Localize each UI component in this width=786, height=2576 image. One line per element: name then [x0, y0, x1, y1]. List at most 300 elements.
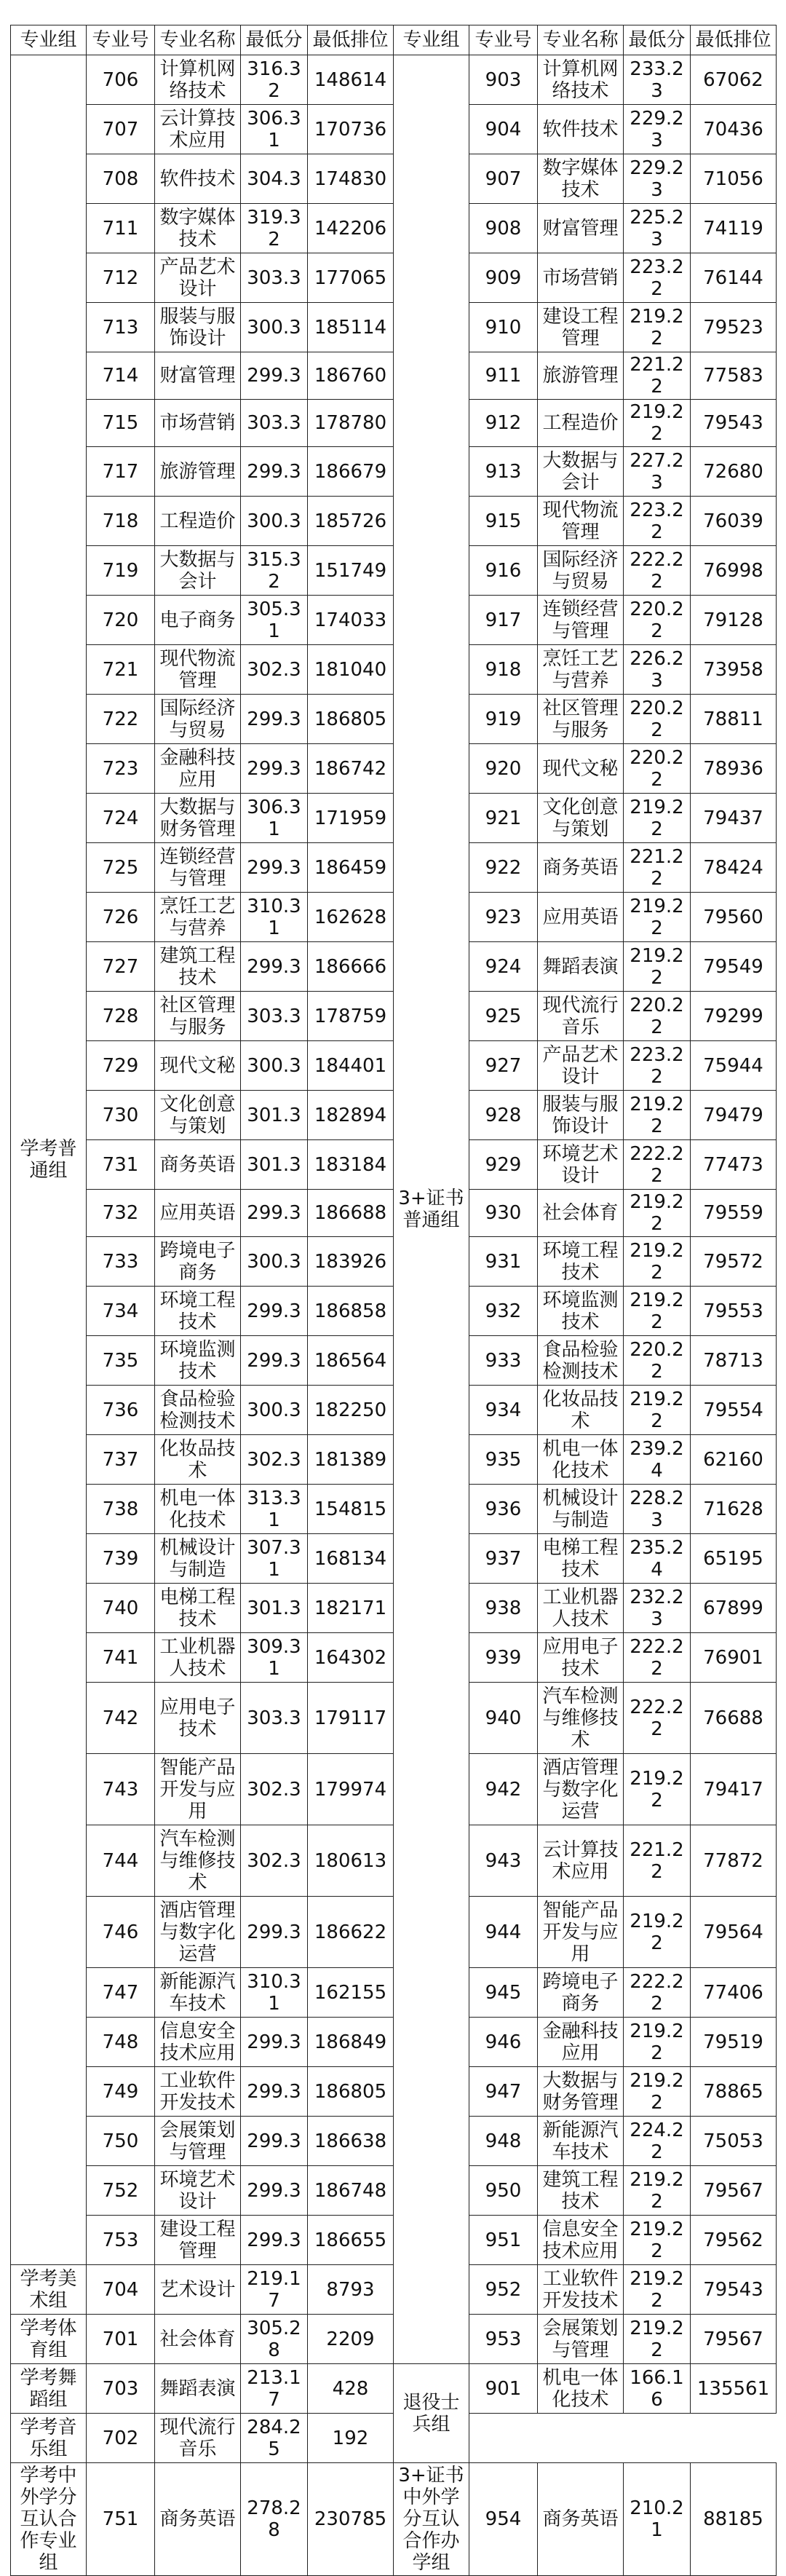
left-major-name: 食品检验检测技术 — [155, 1386, 241, 1435]
left-min-rank: 168134 — [308, 1534, 394, 1584]
table-row — [11, 2364, 777, 2414]
right-min-rank: 79554 — [691, 1386, 777, 1435]
right-min-rank: 79572 — [691, 1237, 777, 1287]
left-group-cell: 学考体育组 — [11, 2315, 87, 2364]
left-min-score: 310.31 — [241, 893, 308, 942]
right-min-rank: 79479 — [691, 1091, 777, 1140]
right-major-name: 商务英语 — [538, 843, 624, 893]
right-major-code: 943 — [469, 1825, 538, 1897]
right-major-code: 934 — [469, 1386, 538, 1435]
left-major-code: 707 — [87, 105, 155, 154]
left-major-code: 713 — [87, 303, 155, 352]
left-major-code: 720 — [87, 596, 155, 645]
left-min-score: 299.3 — [241, 1190, 308, 1237]
left-group-cell: 学考舞蹈组 — [11, 2364, 87, 2414]
right-min-score: 219.22 — [624, 1287, 691, 1336]
right-min-rank: 135561 — [691, 2364, 777, 2414]
right-min-rank: 77583 — [691, 352, 777, 400]
right-major-code: 952 — [469, 2265, 538, 2315]
right-min-score: 219.22 — [624, 2166, 691, 2216]
left-major-code: 723 — [87, 744, 155, 794]
left-min-rank: 174830 — [308, 154, 394, 204]
right-min-rank: 76039 — [691, 497, 777, 546]
left-major-name: 跨境电子商务 — [155, 1237, 241, 1287]
left-min-rank: 186622 — [308, 1897, 394, 1968]
right-min-score: 235.24 — [624, 1534, 691, 1584]
left-major-name: 服装与服饰设计 — [155, 303, 241, 352]
left-min-rank: 170736 — [308, 105, 394, 154]
right-major-name: 国际经济与贸易 — [538, 546, 624, 596]
right-min-rank: 77872 — [691, 1825, 777, 1897]
right-major-code: 931 — [469, 1237, 538, 1287]
right-min-score: 222.22 — [624, 1683, 691, 1754]
right-min-score: 221.22 — [624, 843, 691, 893]
left-major-name: 机械设计与制造 — [155, 1534, 241, 1584]
right-min-rank: 78424 — [691, 843, 777, 893]
left-min-rank: 179117 — [308, 1683, 394, 1754]
left-major-name: 软件技术 — [155, 154, 241, 204]
left-min-rank: 230785 — [308, 2463, 394, 2576]
column-header: 专业名称 — [538, 25, 624, 55]
left-min-rank: 186655 — [308, 2216, 394, 2265]
left-min-rank: 182171 — [308, 1584, 394, 1633]
right-min-score: 223.22 — [624, 253, 691, 303]
admission-score-table — [10, 25, 777, 2576]
column-header: 最低分 — [241, 25, 308, 55]
left-min-rank: 181389 — [308, 1435, 394, 1485]
left-min-score: 306.31 — [241, 105, 308, 154]
right-major-name: 环境工程技术 — [538, 1237, 624, 1287]
right-major-code: 937 — [469, 1534, 538, 1584]
right-major-code: 932 — [469, 1287, 538, 1336]
right-major-code: 944 — [469, 1897, 538, 1968]
admission-score-table-container — [10, 25, 777, 2576]
column-header: 最低排位 — [308, 25, 394, 55]
right-min-score: 222.22 — [624, 1633, 691, 1683]
right-min-rank: 75053 — [691, 2117, 777, 2166]
right-min-score: 223.22 — [624, 497, 691, 546]
left-major-code: 703 — [87, 2364, 155, 2414]
left-min-score: 299.3 — [241, 1897, 308, 1968]
right-min-score: 219.22 — [624, 1754, 691, 1825]
left-major-name: 工业软件开发技术 — [155, 2067, 241, 2117]
left-major-code: 717 — [87, 447, 155, 497]
left-min-rank: 186858 — [308, 1287, 394, 1336]
right-min-score: 220.22 — [624, 744, 691, 794]
column-header: 专业组 — [11, 25, 87, 55]
left-major-name: 旅游管理 — [155, 447, 241, 497]
left-major-code: 715 — [87, 400, 155, 447]
right-min-score: 223.22 — [624, 1041, 691, 1091]
column-header: 最低排位 — [691, 25, 777, 55]
right-min-rank: 76901 — [691, 1633, 777, 1683]
left-major-code: 738 — [87, 1485, 155, 1534]
left-major-name: 舞蹈表演 — [155, 2364, 241, 2414]
column-header: 专业名称 — [155, 25, 241, 55]
right-min-score: 166.16 — [624, 2364, 691, 2414]
right-major-name: 机电一体化技术 — [538, 1435, 624, 1485]
left-min-rank: 186805 — [308, 695, 394, 744]
right-major-name: 智能产品开发与应用 — [538, 1897, 624, 1968]
right-min-rank: 74119 — [691, 204, 777, 253]
left-min-score: 300.3 — [241, 1237, 308, 1287]
right-major-code: 909 — [469, 253, 538, 303]
left-min-score: 303.3 — [241, 1683, 308, 1754]
right-major-code: 915 — [469, 497, 538, 546]
left-major-code: 739 — [87, 1534, 155, 1584]
right-group-cell: 3+证书普通组 — [394, 55, 469, 2364]
right-min-rank: 79549 — [691, 942, 777, 992]
left-min-rank: 151749 — [308, 546, 394, 596]
right-min-score: 220.22 — [624, 1336, 691, 1386]
left-major-name: 会展策划与管理 — [155, 2117, 241, 2166]
right-major-code: 951 — [469, 2216, 538, 2265]
right-min-score: 229.23 — [624, 105, 691, 154]
left-major-name: 财富管理 — [155, 352, 241, 400]
left-min-rank: 184401 — [308, 1041, 394, 1091]
right-major-code: 942 — [469, 1754, 538, 1825]
left-min-rank: 428 — [308, 2364, 394, 2414]
right-min-rank: 70436 — [691, 105, 777, 154]
left-min-rank: 8793 — [308, 2265, 394, 2315]
right-major-code: 919 — [469, 695, 538, 744]
right-min-rank: 78936 — [691, 744, 777, 794]
right-major-code: 908 — [469, 204, 538, 253]
right-major-name: 环境艺术设计 — [538, 1140, 624, 1190]
right-major-name: 现代物流管理 — [538, 497, 624, 546]
right-min-rank: 76144 — [691, 253, 777, 303]
right-min-rank: 88185 — [691, 2463, 777, 2576]
left-min-score: 299.3 — [241, 2018, 308, 2067]
right-major-name: 现代文秘 — [538, 744, 624, 794]
left-major-code: 733 — [87, 1237, 155, 1287]
right-major-code: 904 — [469, 105, 538, 154]
left-major-code: 736 — [87, 1386, 155, 1435]
left-major-code: 729 — [87, 1041, 155, 1091]
right-min-rank: 67899 — [691, 1584, 777, 1633]
left-major-code: 752 — [87, 2166, 155, 2216]
right-major-name: 云计算技术应用 — [538, 1825, 624, 1897]
right-min-rank: 79299 — [691, 992, 777, 1041]
right-min-score: 219.22 — [624, 942, 691, 992]
right-major-name: 财富管理 — [538, 204, 624, 253]
left-min-score: 299.3 — [241, 2216, 308, 2265]
left-min-score: 301.3 — [241, 1584, 308, 1633]
right-major-code: 925 — [469, 992, 538, 1041]
right-major-code: 911 — [469, 352, 538, 400]
left-major-name: 建设工程管理 — [155, 2216, 241, 2265]
left-min-rank: 186638 — [308, 2117, 394, 2166]
right-min-score: 219.22 — [624, 400, 691, 447]
right-major-name: 服装与服饰设计 — [538, 1091, 624, 1140]
left-min-score: 313.31 — [241, 1485, 308, 1534]
left-min-rank: 2209 — [308, 2315, 394, 2364]
left-min-score: 213.17 — [241, 2364, 308, 2414]
left-major-name: 艺术设计 — [155, 2265, 241, 2315]
right-min-score: 220.22 — [624, 992, 691, 1041]
right-major-name: 酒店管理与数字化运营 — [538, 1754, 624, 1825]
right-major-code: 930 — [469, 1190, 538, 1237]
right-min-score: 219.22 — [624, 2018, 691, 2067]
empty-cell — [469, 2414, 777, 2463]
right-min-score: 219.22 — [624, 1237, 691, 1287]
left-min-score: 284.25 — [241, 2414, 308, 2463]
left-min-score: 303.3 — [241, 992, 308, 1041]
left-major-code: 714 — [87, 352, 155, 400]
left-min-rank: 154815 — [308, 1485, 394, 1534]
right-major-code: 922 — [469, 843, 538, 893]
left-major-name: 工业机器人技术 — [155, 1633, 241, 1683]
right-major-name: 大数据与会计 — [538, 447, 624, 497]
left-min-score: 310.31 — [241, 1968, 308, 2018]
right-major-name: 市场营销 — [538, 253, 624, 303]
left-major-name: 现代流行音乐 — [155, 2414, 241, 2463]
left-major-name: 环境工程技术 — [155, 1287, 241, 1336]
right-major-code: 945 — [469, 1968, 538, 2018]
left-major-name: 市场营销 — [155, 400, 241, 447]
right-major-name: 信息安全技术应用 — [538, 2216, 624, 2265]
left-major-code: 742 — [87, 1683, 155, 1754]
left-major-name: 现代文秘 — [155, 1041, 241, 1091]
left-major-name: 工程造价 — [155, 497, 241, 546]
left-min-score: 299.3 — [241, 942, 308, 992]
right-major-code: 940 — [469, 1683, 538, 1754]
left-major-code: 701 — [87, 2315, 155, 2364]
left-major-code: 749 — [87, 2067, 155, 2117]
left-min-score: 302.3 — [241, 645, 308, 695]
right-major-name: 商务英语 — [538, 2463, 624, 2576]
right-major-code: 912 — [469, 400, 538, 447]
right-major-code: 946 — [469, 2018, 538, 2067]
left-min-score: 299.3 — [241, 447, 308, 497]
left-min-rank: 186459 — [308, 843, 394, 893]
right-min-score: 219.22 — [624, 1091, 691, 1140]
right-min-rank: 76688 — [691, 1683, 777, 1754]
left-major-name: 新能源汽车技术 — [155, 1968, 241, 2018]
right-min-score: 219.22 — [624, 2216, 691, 2265]
left-min-score: 278.28 — [241, 2463, 308, 2576]
right-major-code: 901 — [469, 2364, 538, 2414]
right-major-name: 文化创意与策划 — [538, 794, 624, 843]
left-min-score: 300.3 — [241, 497, 308, 546]
right-min-rank: 79562 — [691, 2216, 777, 2265]
right-min-score: 227.23 — [624, 447, 691, 497]
left-major-name: 连锁经营与管理 — [155, 843, 241, 893]
right-min-rank: 77406 — [691, 1968, 777, 2018]
left-major-code: 704 — [87, 2265, 155, 2315]
left-min-rank: 179974 — [308, 1754, 394, 1825]
left-major-code: 719 — [87, 546, 155, 596]
left-min-score: 302.3 — [241, 1825, 308, 1897]
right-major-name: 应用电子技术 — [538, 1633, 624, 1683]
left-group-cell: 学考普通组 — [11, 55, 87, 2265]
left-min-score: 301.3 — [241, 1091, 308, 1140]
right-min-score: 219.22 — [624, 303, 691, 352]
right-min-score: 219.22 — [624, 1386, 691, 1435]
left-min-score: 300.3 — [241, 303, 308, 352]
left-major-name: 环境艺术设计 — [155, 2166, 241, 2216]
left-min-rank: 178780 — [308, 400, 394, 447]
right-min-score: 239.24 — [624, 1435, 691, 1485]
left-major-code: 737 — [87, 1435, 155, 1485]
left-major-code: 725 — [87, 843, 155, 893]
left-major-code: 702 — [87, 2414, 155, 2463]
right-min-rank: 76998 — [691, 546, 777, 596]
left-major-name: 酒店管理与数字化运营 — [155, 1897, 241, 1968]
left-min-rank: 180613 — [308, 1825, 394, 1897]
right-min-score: 219.22 — [624, 893, 691, 942]
left-major-name: 应用英语 — [155, 1190, 241, 1237]
right-min-rank: 79564 — [691, 1897, 777, 1968]
right-min-rank: 79543 — [691, 400, 777, 447]
left-major-code: 712 — [87, 253, 155, 303]
left-min-rank: 181040 — [308, 645, 394, 695]
left-min-rank: 177065 — [308, 253, 394, 303]
left-min-rank: 162155 — [308, 1968, 394, 2018]
right-major-name: 建筑工程技术 — [538, 2166, 624, 2216]
left-min-rank: 164302 — [308, 1633, 394, 1683]
left-min-rank: 186748 — [308, 2166, 394, 2216]
left-major-code: 731 — [87, 1140, 155, 1190]
left-min-score: 299.3 — [241, 2067, 308, 2117]
right-major-name: 烹饪工艺与营养 — [538, 645, 624, 695]
left-major-name: 现代物流管理 — [155, 645, 241, 695]
right-major-name: 旅游管理 — [538, 352, 624, 400]
left-major-name: 信息安全技术应用 — [155, 2018, 241, 2067]
left-min-score: 316.32 — [241, 55, 308, 105]
left-major-name: 汽车检测与维修技术 — [155, 1825, 241, 1897]
right-min-score: 228.23 — [624, 1485, 691, 1534]
right-major-name: 环境监测技术 — [538, 1287, 624, 1336]
right-major-name: 连锁经营与管理 — [538, 596, 624, 645]
header-row — [11, 25, 777, 55]
left-major-code: 740 — [87, 1584, 155, 1633]
left-min-rank: 192 — [308, 2414, 394, 2463]
right-major-code: 948 — [469, 2117, 538, 2166]
left-major-code: 721 — [87, 645, 155, 695]
left-min-rank: 148614 — [308, 55, 394, 105]
left-min-score: 219.17 — [241, 2265, 308, 2315]
left-min-rank: 142206 — [308, 204, 394, 253]
left-major-code: 726 — [87, 893, 155, 942]
left-major-code: 741 — [87, 1633, 155, 1683]
left-min-rank: 182250 — [308, 1386, 394, 1435]
right-min-rank: 67062 — [691, 55, 777, 105]
table-body — [11, 55, 777, 2576]
right-min-rank: 78811 — [691, 695, 777, 744]
left-min-rank: 178759 — [308, 992, 394, 1041]
right-major-code: 927 — [469, 1041, 538, 1091]
left-min-score: 302.3 — [241, 1435, 308, 1485]
left-group-cell: 学考美术组 — [11, 2265, 87, 2315]
left-major-code: 706 — [87, 55, 155, 105]
right-min-score: 220.22 — [624, 695, 691, 744]
left-min-score: 306.31 — [241, 794, 308, 843]
left-major-name: 计算机网络技术 — [155, 55, 241, 105]
right-major-code: 913 — [469, 447, 538, 497]
right-major-code: 903 — [469, 55, 538, 105]
left-major-name: 电梯工程技术 — [155, 1584, 241, 1633]
left-min-rank: 171959 — [308, 794, 394, 843]
right-min-score: 210.21 — [624, 2463, 691, 2576]
left-min-rank: 186849 — [308, 2018, 394, 2067]
column-header: 专业号 — [469, 25, 538, 55]
right-min-rank: 79519 — [691, 2018, 777, 2067]
right-min-rank: 71056 — [691, 154, 777, 204]
left-major-name: 商务英语 — [155, 1140, 241, 1190]
column-header: 专业组 — [394, 25, 469, 55]
right-major-code: 950 — [469, 2166, 538, 2216]
left-major-code: 744 — [87, 1825, 155, 1897]
left-min-score: 309.31 — [241, 1633, 308, 1683]
left-min-score: 304.3 — [241, 154, 308, 204]
right-min-rank: 75944 — [691, 1041, 777, 1091]
left-min-rank: 186666 — [308, 942, 394, 992]
left-major-name: 应用电子技术 — [155, 1683, 241, 1754]
right-major-name: 现代流行音乐 — [538, 992, 624, 1041]
right-major-name: 工业软件开发技术 — [538, 2265, 624, 2315]
left-min-rank: 182894 — [308, 1091, 394, 1140]
left-min-score: 301.3 — [241, 1140, 308, 1190]
right-major-code: 936 — [469, 1485, 538, 1534]
left-min-rank: 183926 — [308, 1237, 394, 1287]
right-min-score: 233.23 — [624, 55, 691, 105]
left-major-name: 社会体育 — [155, 2315, 241, 2364]
left-major-code: 747 — [87, 1968, 155, 2018]
left-min-rank: 186564 — [308, 1336, 394, 1386]
left-major-code: 728 — [87, 992, 155, 1041]
left-major-name: 智能产品开发与应用 — [155, 1754, 241, 1825]
right-major-name: 工程造价 — [538, 400, 624, 447]
right-major-name: 社区管理与服务 — [538, 695, 624, 744]
right-major-name: 社会体育 — [538, 1190, 624, 1237]
left-major-name: 数字媒体技术 — [155, 204, 241, 253]
right-min-score: 224.22 — [624, 2117, 691, 2166]
right-major-name: 食品检验检测技术 — [538, 1336, 624, 1386]
left-major-code: 732 — [87, 1190, 155, 1237]
right-major-name: 产品艺术设计 — [538, 1041, 624, 1091]
left-major-code: 734 — [87, 1287, 155, 1336]
right-min-score: 219.22 — [624, 2067, 691, 2117]
left-major-code: 751 — [87, 2463, 155, 2576]
right-major-name: 舞蹈表演 — [538, 942, 624, 992]
right-min-score: 219.22 — [624, 1897, 691, 1968]
left-major-code: 748 — [87, 2018, 155, 2067]
right-major-name: 软件技术 — [538, 105, 624, 154]
right-major-code: 929 — [469, 1140, 538, 1190]
right-min-score: 220.22 — [624, 596, 691, 645]
right-min-rank: 62160 — [691, 1435, 777, 1485]
right-min-rank: 79560 — [691, 893, 777, 942]
left-min-score: 299.3 — [241, 2117, 308, 2166]
right-major-name: 金融科技应用 — [538, 2018, 624, 2067]
right-major-name: 机械设计与制造 — [538, 1485, 624, 1534]
right-min-score: 221.22 — [624, 352, 691, 400]
left-min-score: 302.3 — [241, 1754, 308, 1825]
right-major-name: 机电一体化技术 — [538, 2364, 624, 2414]
right-min-rank: 79543 — [691, 2265, 777, 2315]
right-min-rank: 79553 — [691, 1287, 777, 1336]
right-min-rank: 72680 — [691, 447, 777, 497]
left-major-name: 环境监测技术 — [155, 1336, 241, 1386]
right-major-name: 大数据与财务管理 — [538, 2067, 624, 2117]
right-min-rank: 65195 — [691, 1534, 777, 1584]
right-major-name: 新能源汽车技术 — [538, 2117, 624, 2166]
table-header — [11, 25, 777, 55]
left-major-code: 724 — [87, 794, 155, 843]
left-min-score: 299.3 — [241, 1336, 308, 1386]
right-major-name: 化妆品技术 — [538, 1386, 624, 1435]
